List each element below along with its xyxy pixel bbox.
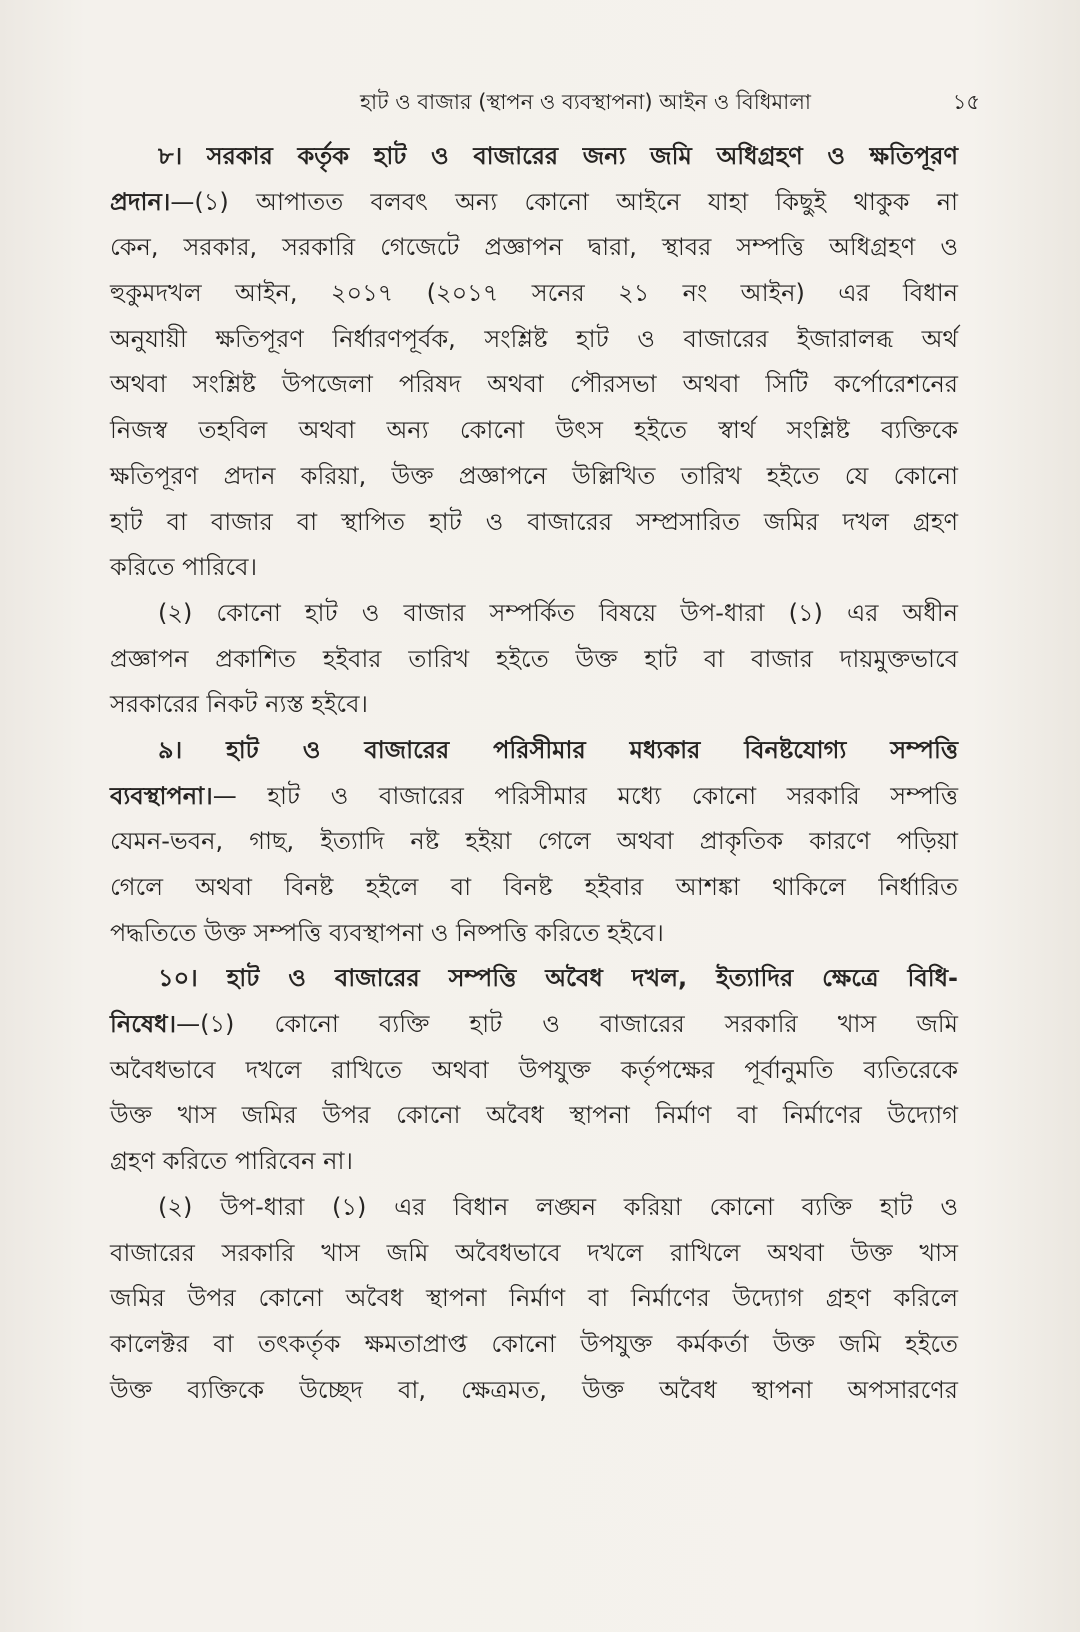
- line-text: —(১) কোনো ব্যক্তি হাট ও বাজারের সরকারি খাস জমি: [176, 1010, 958, 1039]
- line-text: হাট বা বাজার বা স্থাপিত হাট ও বাজারের সম্প্রসারিত জমির দখল গ্রহণ: [110, 507, 958, 536]
- text-line: [110, 1276, 958, 1322]
- line-text: কালেক্টর বা তৎকর্তৃক ক্ষমতাপ্রাপ্ত কোনো উপযুক্ত কর্মকর্তা উক্ত জমি হইতে: [110, 1329, 958, 1358]
- text-line: [110, 134, 958, 180]
- text-line: [110, 1368, 958, 1414]
- line-text: সরকারের নিকট ন্যস্ত হইবে।: [110, 690, 369, 719]
- line-text: বাজারের সরকারি খাস জমি অবৈধভাবে দখলে রাখিলে অথবা উক্ত খাস: [110, 1238, 958, 1267]
- section-heading: ৮। সরকার কর্তৃক হাট ও বাজারের জন্য জমি অধিগ্রহণ ও ক্ষতিপূরণ: [158, 142, 958, 170]
- text-line: [110, 956, 958, 1002]
- line-text: —(১) আপাতত বলবৎ অন্য কোনো আইনে যাহা কিছুই থাকুক না: [170, 187, 958, 216]
- section-heading: নিষেধ।: [110, 1010, 177, 1039]
- text-line: [110, 1093, 958, 1139]
- line-text: নিজস্ব তহবিল অথবা অন্য কোনো উৎস হইতে স্বার্থ সংশ্লিষ্ট ব্যক্তিকে: [110, 416, 958, 445]
- line-text: — হাট ও বাজারের পরিসীমার মধ্যে কোনো সরকারি সম্পত্তি: [212, 781, 958, 810]
- line-text: পদ্ধতিতে উক্ত সম্পত্তি ব্যবস্থাপনা ও নিষ্পত্তি করিতে হইবে।: [110, 918, 664, 947]
- running-header: [360, 86, 980, 121]
- line-text: অনুযায়ী ক্ষতিপূরণ নির্ধারণপূর্বক, সংশ্লিষ্ট হাট ও বাজারের ইজারালব্ধ অর্থ: [110, 324, 958, 353]
- text-line: [110, 500, 958, 546]
- line-text: অথবা সংশ্লিষ্ট উপজেলা পরিষদ অথবা পৌরসভা অথবা সিটি কর্পোরেশনের: [110, 370, 958, 399]
- text-line: [110, 408, 958, 454]
- text-line: [110, 454, 958, 500]
- line-text: উক্ত ব্যক্তিকে উচ্ছেদ বা, ক্ষেত্রমত, উক্ত অবৈধ স্থাপনা অপসারণের: [110, 1375, 958, 1404]
- section-heading: ব্যবস্থাপনা।: [110, 781, 213, 810]
- text-line: [110, 865, 958, 911]
- line-text: হুকুমদখল আইন, ২০১৭ (২০১৭ সনের ২১ নং আইন) এর বিধান: [110, 279, 958, 308]
- page-number: ১৫: [952, 90, 980, 114]
- text-line: [110, 682, 958, 728]
- text-line: [110, 591, 958, 637]
- text-line: [110, 1185, 958, 1231]
- line-text: ক্ষতিপূরণ প্রদান করিয়া, উক্ত প্রজ্ঞাপনে উল্লিখিত তারিখ হইতে যে কোনো: [110, 461, 958, 490]
- text-line: [110, 1322, 958, 1368]
- line-text: অবৈধভাবে দখলে রাখিতে অথবা উপযুক্ত কর্তৃপক্ষের পূর্বানুমতি ব্যতিরেকে: [110, 1055, 958, 1084]
- text-line: [110, 1231, 958, 1277]
- line-text: গ্রহণ করিতে পারিবেন না।: [110, 1147, 354, 1176]
- line-text: গেলে অথবা বিনষ্ট হইলে বা বিনষ্ট হইবার আশঙ্কা থাকিলে নির্ধারিত: [110, 873, 958, 901]
- line-text: (২) কোনো হাট ও বাজার সম্পর্কিত বিষয়ে উপ-ধারা (১) এর অধীন: [158, 598, 958, 627]
- line-text: যেমন-ভবন, গাছ, ইত্যাদি নষ্ট হইয়া গেলে অথবা প্রাকৃতিক কারণে পড়িয়া: [110, 827, 958, 856]
- text-line: [110, 545, 958, 591]
- section-heading: প্রদান।: [110, 187, 171, 216]
- text-line: [110, 1002, 958, 1048]
- text-line: [110, 911, 958, 957]
- line-text: উক্ত খাস জমির উপর কোনো অবৈধ স্থাপনা নির্মাণ বা নির্মাণের উদ্যোগ: [110, 1101, 958, 1130]
- section-heading: ১০। হাট ও বাজারের সম্পত্তি অবৈধ দখল, ইত্যাদির ক্ষেত্রে বিধি-: [158, 964, 958, 993]
- text-line: [110, 362, 958, 408]
- text-line: [110, 1048, 958, 1094]
- text-line: [110, 1139, 958, 1185]
- line-text: (২) উপ-ধারা (১) এর বিধান লঙ্ঘন করিয়া কোনো ব্যক্তি হাট ও: [158, 1192, 958, 1221]
- section-heading: ৯। হাট ও বাজারের পরিসীমার মধ্যকার বিনষ্টযোগ্য সম্পত্তি: [158, 735, 958, 764]
- text-line: [110, 225, 958, 271]
- text-line: [110, 774, 958, 820]
- text-line: [110, 728, 958, 774]
- line-text: জমির উপর কোনো অবৈধ স্থাপনা নির্মাণ বা নির্মাণের উদ্যোগ গ্রহণ করিলে: [110, 1284, 958, 1313]
- text-line: [110, 819, 958, 865]
- line-text: করিতে পারিবে।: [110, 553, 258, 582]
- text-line: [110, 637, 958, 683]
- line-text: প্রজ্ঞাপন প্রকাশিত হইবার তারিখ হইতে উক্ত হাট বা বাজার দায়মুক্তভাবে: [110, 644, 958, 673]
- line-text: কেন, সরকার, সরকারি গেজেটে প্রজ্ঞাপন দ্বারা, স্থাবর সম্পত্তি অধিগ্রহণ ও: [110, 233, 958, 262]
- text-line: [110, 271, 958, 317]
- text-line: [110, 317, 958, 363]
- header-title: হাট ও বাজার (স্থাপন ও ব্যবস্থাপনা) আইন ও বিধিমালা: [360, 90, 811, 114]
- text-line: [110, 180, 958, 226]
- document-body: [110, 134, 958, 1413]
